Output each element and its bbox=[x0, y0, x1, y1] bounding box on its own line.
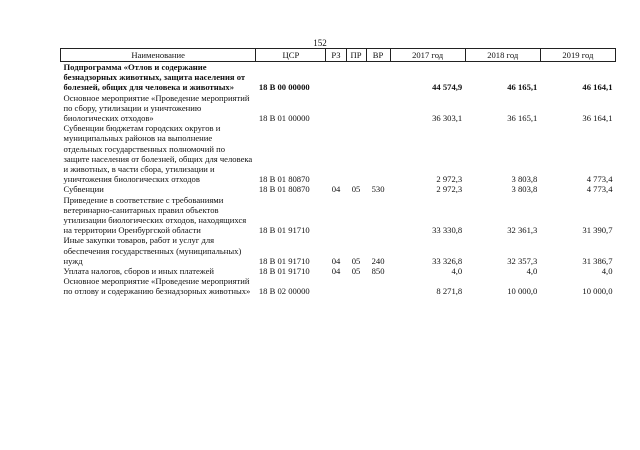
row-csr: 18 В 00 00000 bbox=[258, 82, 310, 93]
row-2019: 31 386,7 bbox=[582, 255, 613, 266]
row-2019: 10 000,0 bbox=[582, 286, 613, 297]
row-name: Подпрограмма «Отлов и содержание безнадзорных животных, защита населения от болезней, общих для человека и животных» bbox=[63, 62, 246, 93]
table-row bbox=[61, 184, 616, 194]
row-2017: 33 326,8 bbox=[432, 255, 463, 266]
row-csr: 18 В 01 80870 bbox=[258, 174, 310, 185]
row-rz bbox=[326, 62, 346, 93]
row-vr bbox=[366, 195, 390, 236]
row-csr: 18 В 01 80870 bbox=[258, 184, 310, 195]
row-csr: 18 В 01 91710 bbox=[258, 255, 310, 266]
row-csr: 18 В 01 91710 bbox=[258, 225, 310, 236]
row-2019: 4 773,4 bbox=[586, 184, 613, 195]
row-2017: 36 303,1 bbox=[432, 113, 463, 124]
header-csr: ЦСР bbox=[256, 49, 326, 62]
table-row bbox=[61, 123, 616, 184]
row-2019: 31 390,7 bbox=[582, 225, 613, 236]
row-csr: 18 В 02 00000 bbox=[258, 286, 310, 297]
row-vr bbox=[366, 62, 390, 93]
table-row bbox=[61, 276, 616, 296]
row-2018: 32 361,3 bbox=[507, 225, 538, 236]
row-pr bbox=[346, 93, 366, 124]
table-row bbox=[61, 235, 616, 266]
row-rz: 04 bbox=[331, 184, 341, 195]
row-rz bbox=[326, 276, 346, 296]
header-2018: 2018 год bbox=[465, 49, 540, 62]
row-rz bbox=[326, 123, 346, 184]
row-pr: 05 bbox=[351, 184, 361, 195]
row-2018: 3 803,8 bbox=[511, 184, 538, 195]
row-vr bbox=[366, 276, 390, 296]
header-2017: 2017 год bbox=[390, 49, 465, 62]
header-name: Наименование bbox=[61, 49, 256, 62]
header-2019: 2019 год bbox=[540, 49, 615, 62]
row-2017: 44 574,9 bbox=[432, 82, 463, 93]
row-name: Основное мероприятие «Проведение мероприятий по отлову и содержанию безнадзорных животных» bbox=[63, 276, 251, 297]
row-name: Приведение в соответствие с требованиями ветеринарно-санитарных правил объектов утилизации биологических отходов, находящихся на территории Оренбургской области bbox=[63, 194, 247, 236]
header-vr: ВР bbox=[366, 49, 390, 62]
row-csr: 18 В 01 91710 bbox=[258, 266, 310, 277]
row-2018: 10 000,0 bbox=[507, 286, 538, 297]
row-rz: 04 bbox=[331, 266, 341, 277]
row-2018: 4,0 bbox=[526, 266, 538, 277]
row-pr: 05 bbox=[351, 266, 361, 277]
row-vr: 530 bbox=[371, 184, 385, 195]
row-2018: 36 165,1 bbox=[507, 113, 538, 124]
row-2018: 3 803,8 bbox=[511, 174, 538, 185]
row-name: Иные закупки товаров, работ и услуг для обеспечения государственных (муниципальных) нужд bbox=[63, 235, 242, 266]
row-2018: 32 357,3 bbox=[507, 255, 538, 266]
header-rz: РЗ bbox=[326, 49, 346, 62]
row-2017: 2 972,3 bbox=[436, 174, 463, 185]
row-2017: 33 330,8 bbox=[432, 225, 463, 236]
row-2019: 4 773,4 bbox=[586, 174, 613, 185]
row-vr: 240 bbox=[371, 255, 385, 266]
row-csr: 18 В 01 00000 bbox=[258, 113, 310, 124]
row-name: Уплата налогов, сборов и иных платежей bbox=[63, 266, 215, 277]
row-pr: 05 bbox=[351, 255, 361, 266]
table-row bbox=[61, 93, 616, 124]
table-row bbox=[61, 62, 616, 93]
row-name: Субвенции бюджетам городских округов и муниципальных районов на выполнение отдельных государственных полномочий по защите населения от болезней, общих для человека и животных, в части сбора, утилизации и уничтожения биологических отходов bbox=[63, 123, 253, 185]
row-vr bbox=[366, 123, 390, 184]
header-pr: ПР bbox=[346, 49, 366, 62]
row-rz bbox=[326, 195, 346, 236]
table-row bbox=[61, 266, 616, 276]
row-name: Основное мероприятие «Проведение мероприятий по сбору, утилизации и уничтожению биологических отходов» bbox=[63, 92, 250, 124]
row-rz: 04 bbox=[331, 255, 341, 266]
row-2018: 46 165,1 bbox=[507, 82, 538, 93]
page-number: 152 bbox=[313, 38, 327, 48]
row-2017: 2 972,3 bbox=[436, 184, 463, 195]
row-2019: 46 164,1 bbox=[582, 82, 613, 93]
row-vr bbox=[366, 93, 390, 124]
row-vr: 850 bbox=[371, 266, 385, 277]
row-2017: 8 271,8 bbox=[436, 286, 463, 297]
table-header-row bbox=[61, 49, 616, 62]
row-rz bbox=[326, 93, 346, 124]
row-name: Субвенции bbox=[63, 184, 104, 195]
row-pr bbox=[346, 276, 366, 296]
row-pr bbox=[346, 62, 366, 93]
row-pr bbox=[346, 123, 366, 184]
row-2019: 4,0 bbox=[601, 266, 613, 277]
row-pr bbox=[346, 195, 366, 236]
budget-table bbox=[60, 48, 616, 297]
row-2019: 36 164,1 bbox=[582, 113, 613, 124]
row-2017: 4,0 bbox=[451, 266, 463, 277]
table-row bbox=[61, 195, 616, 236]
